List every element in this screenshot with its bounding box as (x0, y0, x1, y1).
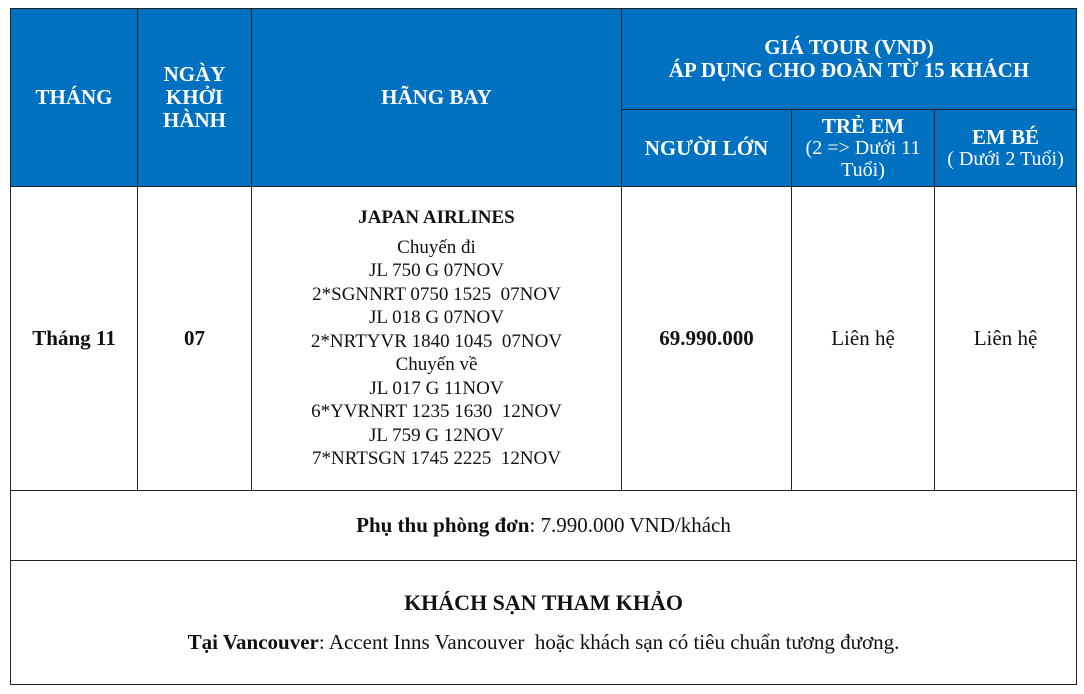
header-infant (935, 110, 1077, 187)
flight-line: Chuyến về (395, 354, 478, 376)
cell-month: Tháng 11 (11, 187, 138, 491)
flight-line: Chuyến đi (397, 236, 476, 258)
header-adult-label: NGƯỜI LỚN (644, 136, 769, 160)
flight-line: JL 018 G 07NOV (369, 307, 504, 329)
header-departure (138, 9, 252, 187)
header-airline (252, 9, 622, 187)
cell-adult-price: 69.990.000 (622, 187, 792, 491)
flight-line: JL 750 G 07NOV (369, 260, 504, 282)
header-adult (622, 110, 792, 187)
header-infant-title: EM BÉ (971, 125, 1040, 149)
flight-line: 7*NRTSGN 1745 2225 12NOV (311, 448, 562, 470)
header-departure-line2: KHỞI (165, 85, 224, 109)
header-price-line1: GIÁ TOUR (VND) (764, 35, 934, 59)
header-departure-line3: HÀNH (163, 108, 226, 132)
hotel-location-value: : Accent Inns Vancouver hoặc khách sạn có tiêu chuẩn tương đương. (318, 630, 900, 654)
flight-line: 6*YVRNRT 1235 1630 12NOV (311, 401, 562, 423)
header-price-line2: ÁP DỤNG CHO ĐOÀN TỪ 15 KHÁCH (668, 58, 1030, 82)
flight-line: 2*SGNNRT 0750 1525 07NOV (312, 283, 561, 305)
hotel-row (11, 561, 1077, 685)
header-month (11, 9, 138, 187)
hotel-title: KHÁCH SẠN THAM KHẢO (404, 590, 683, 615)
header-price (622, 9, 1077, 110)
cell-departure-day: 07 (138, 187, 252, 491)
cell-child-price: Liên hệ (792, 187, 935, 491)
header-departure-line1: NGÀY (163, 62, 226, 86)
header-child-title: TRẺ EM (821, 114, 905, 138)
header-infant-note: ( Dưới 2 Tuổi) (947, 148, 1064, 170)
surcharge-row (11, 491, 1077, 561)
flight-line: JL 017 G 11NOV (369, 377, 504, 399)
header-child (792, 110, 935, 187)
flight-line: JL 759 G 12NOV (369, 424, 504, 446)
cell-airline (252, 187, 622, 491)
flight-line: 2*NRTYVR 1840 1045 07NOV (310, 330, 563, 352)
surcharge-value: : 7.990.000 VND/khách (529, 513, 731, 537)
cell-infant-price: Liên hệ (935, 187, 1077, 491)
header-child-note: (2 => Dưới 11 Tuổi) (805, 137, 921, 181)
table-row (11, 187, 1077, 491)
hotel-line (11, 630, 1076, 655)
hotel-location-label: Tại Vancouver (187, 630, 319, 654)
header-airline-label: HÃNG BAY (381, 85, 492, 109)
tour-price-table (10, 8, 1077, 685)
airline-name: JAPAN AIRLINES (358, 207, 515, 229)
header-month-label: THÁNG (35, 85, 113, 109)
surcharge-label: Phụ thu phòng đơn (356, 513, 530, 537)
